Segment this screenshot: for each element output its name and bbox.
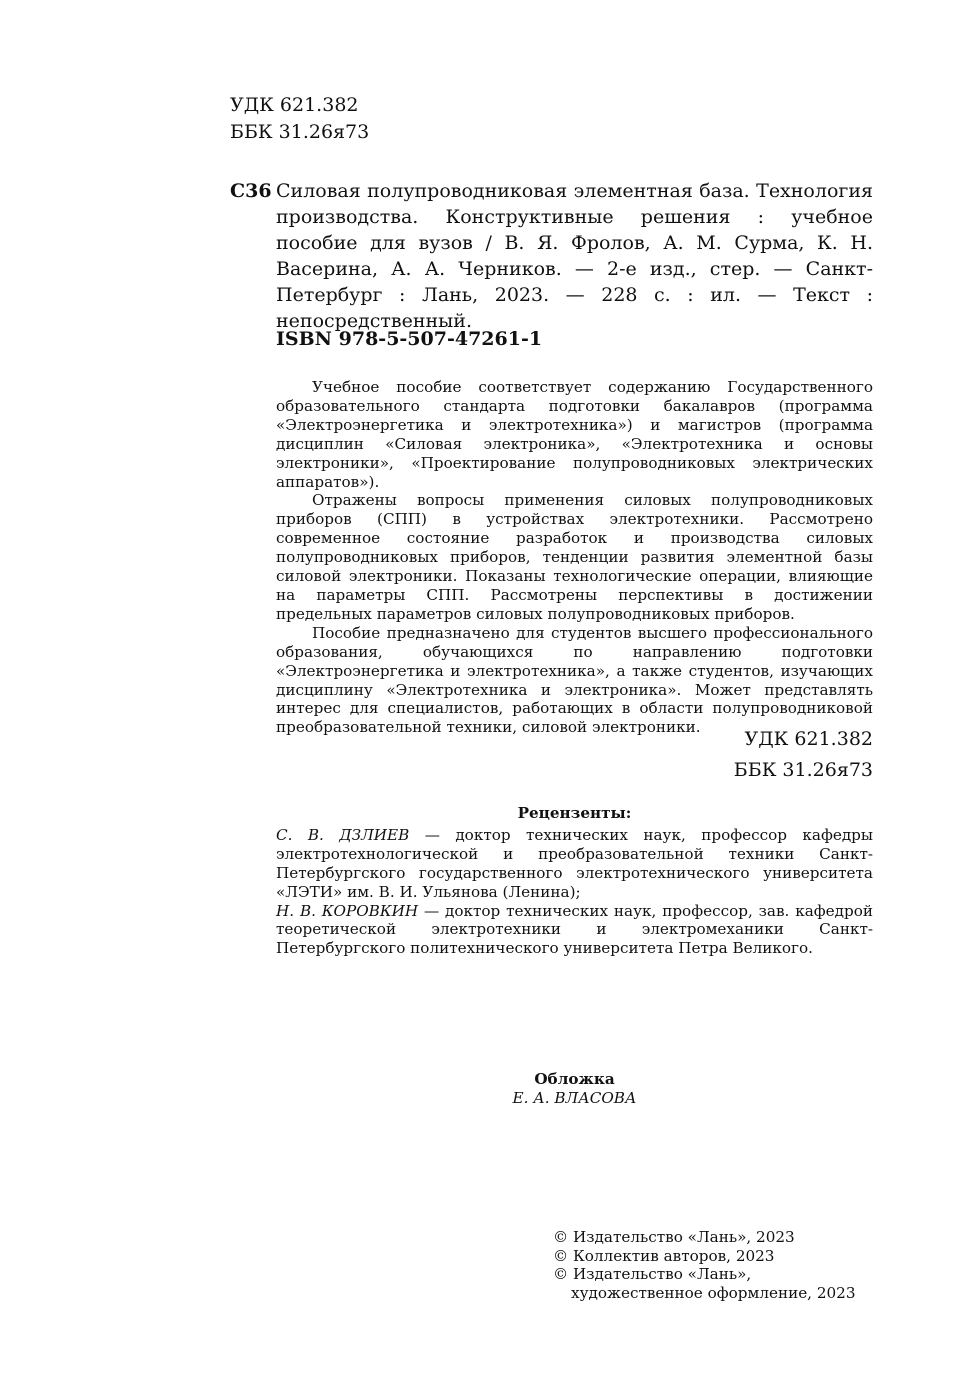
header-codes xyxy=(230,92,369,146)
cover-designer: Е. А. ВЛАСОВА xyxy=(512,1088,637,1107)
reviewers-section xyxy=(276,804,873,958)
abstract-paragraph: Учебное пособие соответствует содержанию Государственного образовательного стандарта подготовки бакалавров (программа «Электроэнергетика и электротехника») и магистров (программа дисциплин «Силовая электроника», «Электротехника и основы электроники», «Проектирование полупроводниковых электрических аппаратов»). xyxy=(276,378,873,491)
reviewer-description: — доктор технических наук, профессор кафедры электротехнологической и преобразовательной техники Санкт-Петербургского государственного электротехнического университета «ЛЭТИ» им. В. И. Ульянова (Ленина); xyxy=(276,825,873,901)
bibliographic-entry: Силовая полупроводниковая элементная база. Технология производства. Конструктивные решения : учебное пособие для вузов / В. Я. Фролов, А. М. Сурма, К. Н. Васерина, А. А. Черников. — 2-е изд., стер. — Санкт-Петербург : Лань, 2023. — 228 с. : ил. — Текст : непосредственный. xyxy=(276,180,873,332)
copyright-line: © Издательство «Лань», xyxy=(553,1265,752,1283)
copyright-line: © Коллектив авторов, 2023 xyxy=(553,1246,775,1265)
reviewers-heading: Рецензенты: xyxy=(517,804,632,822)
abstract xyxy=(276,378,873,737)
copyright-line: художественное оформление, 2023 xyxy=(571,1283,856,1302)
abstract-paragraph: Отражены вопросы применения силовых полупроводниковых приборов (СПП) в устройствах электротехники. Рассмотрено современное состояние разработок и производства силовых полупроводниковых приборов, тенденции развития элементной базы силовой электроники. Показаны технологические операции, влияющие на параметры СПП. Рассмотрены перспективы в достижении предельных параметров силовых полупроводниковых приборов. xyxy=(276,491,873,623)
isbn: ISBN 978-5-507-47261-1 xyxy=(276,328,543,350)
cover-credit xyxy=(276,1070,873,1108)
reviewer-description: — доктор технических наук, профессор, зав. кафедрой теоретической электротехники и электромеханики Санкт-Петербургского политехнического университета Петра Великого. xyxy=(276,901,873,958)
reviewer-name: Н. В. КОРОВКИН xyxy=(276,901,419,920)
udk-code-bottom: УДК 621.382 xyxy=(744,728,873,750)
bbk-code: ББК 31.26я73 xyxy=(230,121,370,143)
udk-code: УДК 621.382 xyxy=(230,94,359,116)
reviewer-entry xyxy=(276,826,873,902)
reviewer-entry xyxy=(276,902,873,959)
abstract-paragraph: Пособие предназначено для студентов высшего профессионального образования, обучающихся по направлению подготовки «Электроэнергетика и электротехника», а также студентов, изучающих дисциплину «Электротехника и электроника». Может представлять интерес для специалистов, работающих в области полупроводниковой преобразовательной техники, силовой электроники. xyxy=(276,623,873,737)
footer-codes xyxy=(734,724,873,786)
author-sign: С36 xyxy=(230,180,272,202)
copyright-block xyxy=(553,1228,856,1302)
bbk-code-bottom: ББК 31.26я73 xyxy=(733,759,873,781)
copyright-line: © Издательство «Лань», 2023 xyxy=(553,1228,795,1246)
reviewer-name: С. В. ДЗЛИЕВ xyxy=(276,825,410,844)
cover-label: Обложка xyxy=(534,1070,615,1088)
